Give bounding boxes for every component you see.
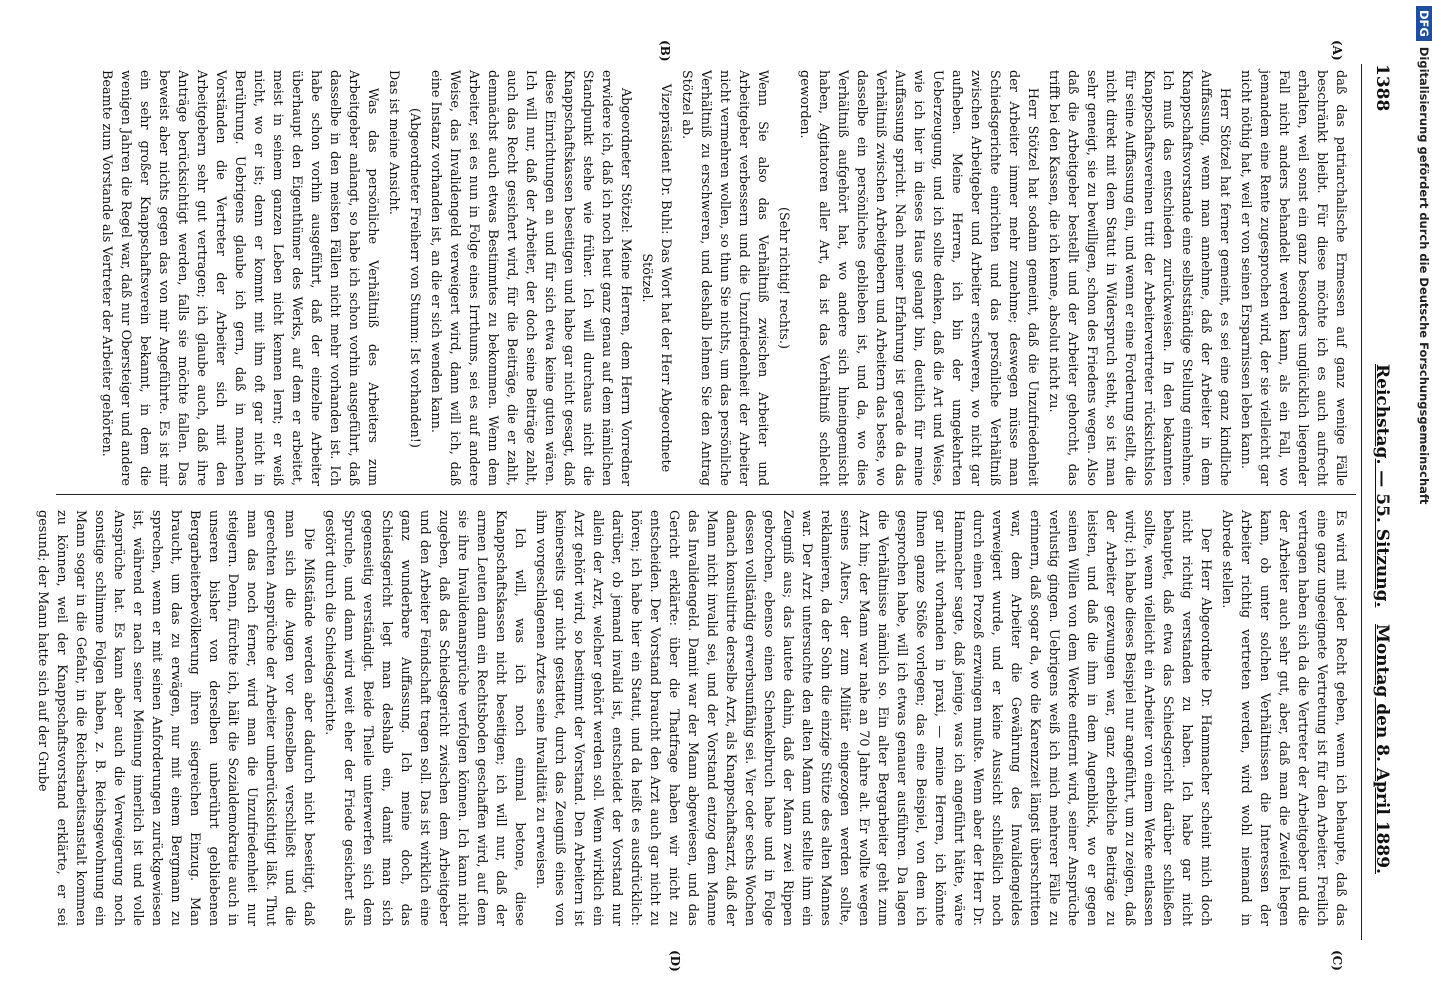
margin-mark-b: (B) (658, 40, 672, 62)
paragraph: Der Herr Abgeordnete Dr. Hammacher scheint mich doch nicht richtig verstanden zu haben. Ich habe gar nicht behauptet, daß etwa das Schiedsgericht darüber schließen sollte, wenn vielleicht ein Arbeiter von einem Werke entlassen wird; ich habe dieses Beispiel nur angeführt, um zu zeigen, daß der Arbeiter gezwungen war, ganz erhebliche Beiträge zu leisten, und daß die ihm in dem Augenblick, wo er gegen seinen Willen von dem Werke entfernt wird, seiner Ansprüche verlustig gingen. Uebrigens weiß ich mich mehrerer Fälle zu erinnern, daß sogar da, wo die Karenzzeit längst überschritten war, dem Arbeiter die Gewährung des Invalidengeldes verweigert wurde, und er keine Aussicht schließlich noch durch einen Prozeß erzwingen mußte. Wenn aber der Herr Dr. Hammacher sagte, daß jenige, was ich angeführt hätte, wäre gar nicht vorhanden in praxi, — meine Herren, ich könnte Ihnen ganze Stöße vorlegen; das eine Beispiel, von dem ich gesprochen habe, will ich etwas genauer ausführen. Da lagen die Verhältnisse nämlich so. Ein alter Bergarbeiter geht zum Arzt hin; der Mann war nahe an 70 Jahre alt. Er wollte wegen seines Alters, der zum Militär eingezogen werden sollte, reklamieren, da der Sohn die einzige Stütze des alten Mannes war. Der Arzt untersuchte den alten Mann und stellte ihm ein Zeugniß aus; das lautete dahin, daß der Mann zwei Rippen gebrochen, ebenso einen Schenkelbruch habe und in Folge dessen vollständig erwerbsunfähig sei. Vier oder sechs Wochen danach konsultirte derselbe Arzt, als Knappschaftsarzt, daß der Mann nicht invalid sei, und der Vorstand entzog dem Manne das Invalidengeld. Damit war der Mann abgewiesen, und das Gericht erklärte: über die Thatfrage haben wir nicht zu entscheiden. Der Vorstand braucht den Arzt auch gar nicht zu hören; ich habe hier ein Statut, und da heißt es ausdrücklich: darüber, ob jemand invalid ist, entscheidet der Vorstand nur allein der Arzt, welcher gehört werden soll. Wenn wirklich ein Arzt gehört wird, so bestimmt der Vorstand. Den Arbeitern ist keinerseits gar nicht gestattet, durch das Zeugniß eines von ihm vorgeschlagenen Arztes seine Invalidität zu erweisen. (533, 510, 1213, 926)
paragraph: Was das persönliche Verhältniß des Arbeiters zum Arbeitgeber anlangt, so habe ich schon vorhin ausgeführt, daß dasselbe in den meisten Fällen nicht mehr vorhanden ist. Ich habe schon vorhin ausgeführt, daß der einzelne Arbeiter überhaupt den Eigenthümer des Werks, auf dem er arbeitet, meist in seinem ganzen Leben nicht kennen lernt; er weiß nicht, wo er ist; denn er kommt mit ihm oft gar nicht in Berührung. Uebrigens glaube ich gern, daß in manchen Vorständen die Vertreter der Arbeiter sich mit den Arbeitgebern sehr gut vertragen; ich glaube auch, daß ihre Anträge berücksichtigt werden, falls sie möchte fallen. Das beweist aber nichts gegen das von mir Angeführte. Es ist mir ein sehr großer Knappschaftsverein bekannt, in dem die wenigen Jahren die Regel war, daß nur Obersteiger und andere Beamte zum Vorstande als Vertreter der Arbeiter gehörten. (99, 70, 380, 486)
paragraph: (Abgeordneter Freiherr von Stumm: Ist vorhanden!) (407, 108, 422, 448)
right-text-column (35, 510, 1350, 926)
paragraph: Ich will, was ich noch einmal betone, diese Knappschaftskassen nicht beseitigen; ich will nur, daß der armen Leuten dann ein Rechtsboden geschaffen wird, auf dem sie ihre Invalidenansprüche verfolgen können. Ich kann nicht zugeben, daß das Schiedsgericht zwischen dem Arbeitgeber und den Arbeiter Feindschaft tragen soll. Das ist wirklich eine ganz wunderbare Auffassung. Ich meine doch, das Schiedsgericht legt man deshalb ein, damit man sich gegenseitig verständigt. Beide Theile unterwerfen sich dem Spruche, und dann wird weit eher der Friede gesichert als gestört durch die Schiedsgerichte. (322, 510, 527, 926)
paragraph: Das ist meine Ansicht. (386, 70, 401, 215)
dfg-credit-text: Digitalisierung gefördert durch die Deutsche Forschungsgemeinschaft (1417, 46, 1431, 505)
page-number: 1388 (1372, 64, 1392, 112)
dfg-sidebar (1398, 6, 1432, 1000)
paragraph: Herr Stötzel hat ferner gemeint, es sei eine ganz kindliche Auffassung, wenn man annehme, daß der Arbeiter in dem Knappschaftsvorstande eine selbstständige Stellung einnehme. Ich muß das entschieden zurückweisen. In den bekannten Knappschaftsvereinen tritt der Arbeitervertreter rücksichtslos für seine Auffassung ein, und wenn er eine Forderung stellt, die nicht direkt mit dem Statut in Widerspruch steht, so ist man sehr geneigt, sie zu bewilligen, schon des Friedens wegen. Also daß die Arbeitgeber bestellt und der Arbeiter gehorcht, das trifft bei den Kassen, die ich kenne, absolut nicht zu. (1046, 70, 1232, 486)
left-text-column (60, 70, 1350, 486)
column-divider (56, 494, 1356, 495)
margin-mark-d: (D) (668, 950, 682, 972)
margin-mark-a: (A) (1330, 40, 1344, 61)
header-rule (1361, 64, 1362, 940)
paragraph: Herr Stötzel hat sodann gemeint, daß die Unzufriedenheit der Arbeiter immer mehr zunehme; deswegen müsse man Schiedsgerichte einrichten und das persönliche Verhältniß zwischen Arbeitgeber und Arbeiter erschweren, wo nicht gar aufheben. Meine Herren, ich bin der umgekehrten Ueberzeugung, und ich sollte denken, daß die Art und Weise, wie ich hier in dieses Haus gelangt bin, deutlich für meine Auffassung spricht. Nach meiner Erfahrung ist gerade da das Verhältniß zwischen Arbeitgebern und Arbeitern das beste, wo dasselbe ein persönliches geblieben ist, und da, wo dies Verhältniß aufgehört hat, wo andere sich hineingemischt haben, Agitatoren aller Art, da ist das Verhältniß schlecht geworden. (797, 70, 1040, 486)
paragraph: Es wird mit jeder Recht geben, wenn ich behaupte, daß das eine ganz ungeeignete Vertretung ist für den Arbeiter. Freilich vertragen haben sich da die Vertreter der Arbeitgeber und die der Arbeiter auch sehr gut, aber, daß man die Zweifel hegen kann, ob unter solchen Verhältnissen die Interessen der Arbeiter richtig vertreten werden, wird wohl niemand in Abrede stellen. (1219, 510, 1348, 926)
paragraph: (Sehr richtig! rechts.) (776, 207, 791, 349)
header-session: Reichstag. — 55. Sitzung. (1372, 364, 1392, 608)
paragraph: Die Mißstände werden aber dadurch nicht beseitigt, daß man sich die Augen vor denselben verschließt und die gerechten Ansprüche der Arbeiter unberücksichtigt läßt. Thut man das noch ferner, wird man die Unzufriedenheit nur steigern. Denn, fürchte ich, hält die Sozialdemokratie auch in unseren bisher von derselben unberührt gebliebenen Bergarbeiterbevölkerung ihren siegreichen Einzug. Man braucht, um das zu erwägen, nur mit einem Bergmann zu sprechen, wenn er mit seinen Anforderungen zurückgewiesen ist, während er nach seiner Meinung innerlich ist und volle Ansprüche hat. Es kann aber auch die Verweigerung noch sonstige schlimme Folgen haben, z. B. Reichsgewohnung ein Mann sogar in die Gefahr, in die Reichsarbeitsanstalt kommen zu können, weil der Knappschaftsvorstand erklärte, er sei gesund; der Mann hatte sich auf der Grube (35, 510, 316, 926)
header-date: Montag den 8. April 1889. (1372, 624, 1392, 874)
paragraph: daß das patriarchalische Ermessen auf ganz wenige Fälle beschränkt bleibt. Für diese möchte ich es auch aufrecht erhalten, weil sonst ein ganz besonders unglücklich liegender Fall nicht anders behandelt werden kann, als ein Fall, wo jemandem eine Rente zugesprochen wird, der sie vielleicht gar nicht nöthig hat, weil er von seinen Ersparnissen leben kann. (1238, 70, 1348, 486)
dfg-logo: DFG (1416, 6, 1432, 41)
running-header (1362, 64, 1392, 940)
paragraph: Abgeordneter Stötzel: Meine Herren, dem Herrn Vorredner erwidere ich, daß ich noch heut ganz genau auf dem nämlichen Standpunkt stehe wie früher. Ich will durchaus nicht die Knappschaftskassen beseitigen und habe gar nicht gesagt, daß diese Einrichtungen an und für sich etwa keine guten wären. Ich will nur, daß der Arbeiter, der doch seine Beiträge zahlt, auch das Recht gesichert wird, für die Beiträge, die er zahlt, demnächst auch etwas Bestimmtes zu bekommen. Wenn dem Arbeiter, sei es nun in Folge eines Irrthums, sei es auf andere Weise, das Invalidengeld verweigert wird, dann will ich, daß eine Instanz vorhanden ist, an die er sich wenden kann. (428, 70, 633, 486)
margin-mark-c: (C) (1330, 950, 1344, 971)
paragraph: Vizepräsident Dr. Buhl: Das Wort hat der Herr Abgeordnete Stötzel. (639, 83, 673, 473)
paragraph: Wenn Sie also das Verhältniß zwischen Arbeiter und Arbeitgeber verbessern und die Unzufriedenheit der Arbeiter nicht vermehren wollen, so thun Sie nichts, um das persönliche Verhältniß zu erschweren, und deshalb lehnen Sie den Antrag Stötzel ab. (679, 70, 770, 486)
